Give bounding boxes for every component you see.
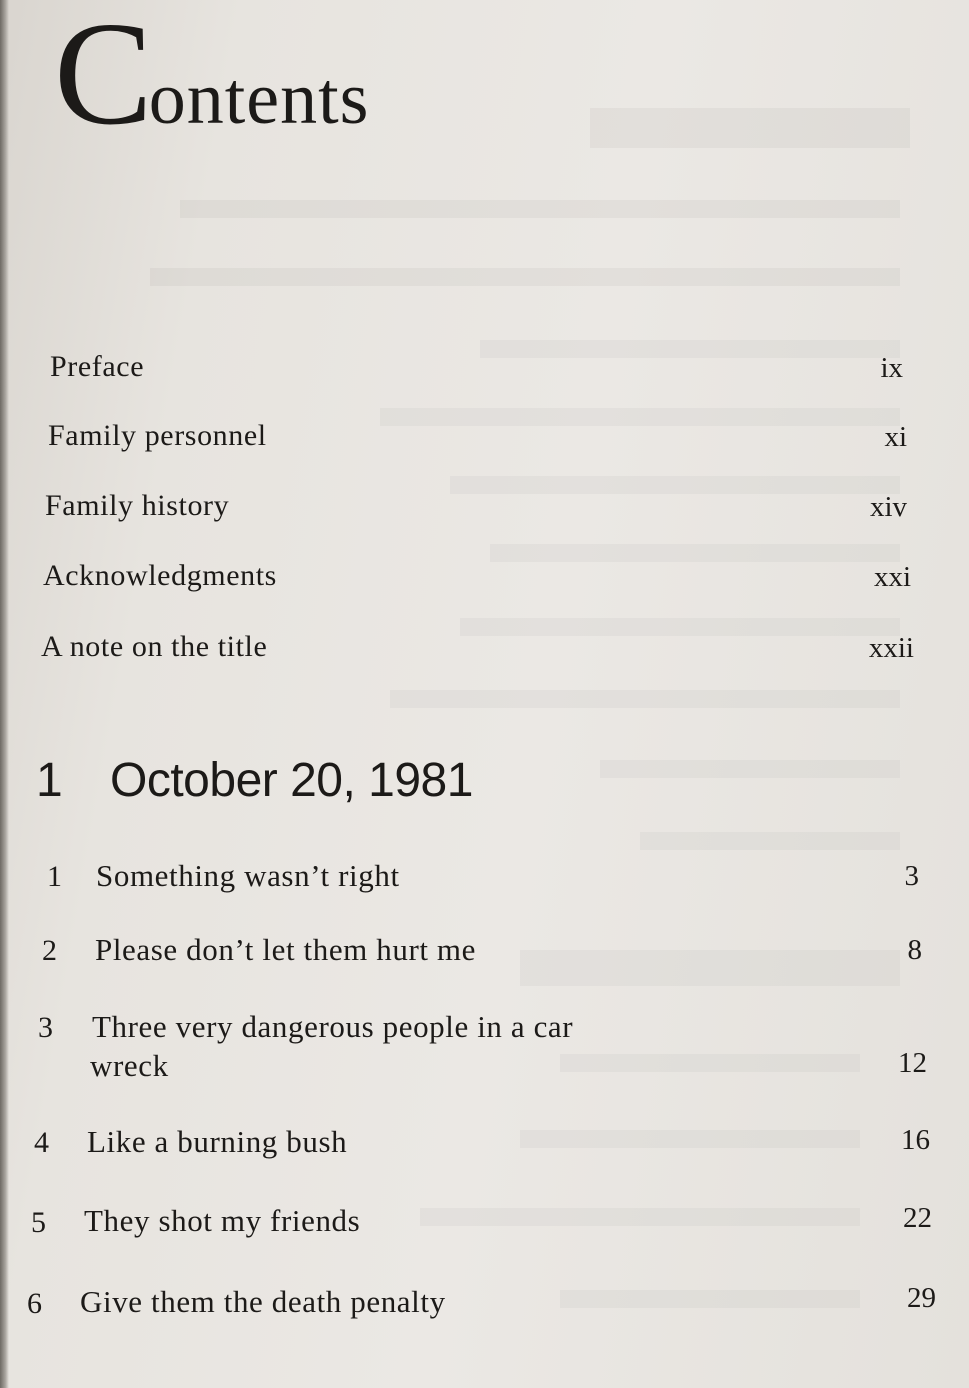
chapter-title: Like a burning bush — [87, 1124, 348, 1159]
chapter-page: 12 — [898, 1047, 927, 1079]
chapter-title: Give them the death penalty — [80, 1284, 446, 1319]
chapter-number: 6 — [27, 1287, 42, 1320]
front-matter-title: Acknowledgments — [43, 559, 277, 592]
front-matter-page: xxii — [868, 632, 914, 664]
chapter-title-continued: wreck — [90, 1048, 169, 1083]
chapter-page: 29 — [907, 1282, 936, 1314]
chapter-number: 5 — [31, 1206, 46, 1239]
front-matter-page: xi — [884, 421, 907, 453]
chapter-title: Something wasn’t right — [96, 858, 400, 893]
part-number: 1 — [36, 754, 63, 807]
chapter-page: 16 — [901, 1124, 930, 1156]
chapter-number: 1 — [47, 860, 62, 893]
chapter-page: 8 — [907, 934, 922, 966]
front-matter-title: Family personnel — [48, 419, 267, 452]
chapter-title: They shot my friends — [84, 1203, 361, 1238]
front-matter-title: Preface — [50, 350, 145, 383]
page-title — [54, 0, 370, 156]
part-title: October 20, 1981 — [110, 754, 473, 807]
chapter-page: 22 — [903, 1202, 932, 1234]
front-matter-title: Family history — [45, 489, 230, 522]
page-binding-edge — [0, 0, 9, 1388]
front-matter-page: xxi — [873, 561, 911, 593]
title-rest: ontents — [148, 58, 370, 140]
chapter-number: 3 — [38, 1011, 53, 1044]
chapter-title: Three very dangerous people in a car — [92, 1009, 574, 1044]
chapter-title: Please don’t let them hurt me — [95, 932, 476, 967]
front-matter-title: A note on the title — [41, 630, 268, 663]
front-matter-page: xiv — [869, 491, 907, 523]
title-initial: C — [54, 0, 149, 156]
front-matter-page: ix — [880, 352, 903, 384]
chapter-number: 4 — [34, 1126, 49, 1159]
chapter-page: 3 — [904, 860, 919, 892]
chapter-number: 2 — [42, 934, 57, 967]
